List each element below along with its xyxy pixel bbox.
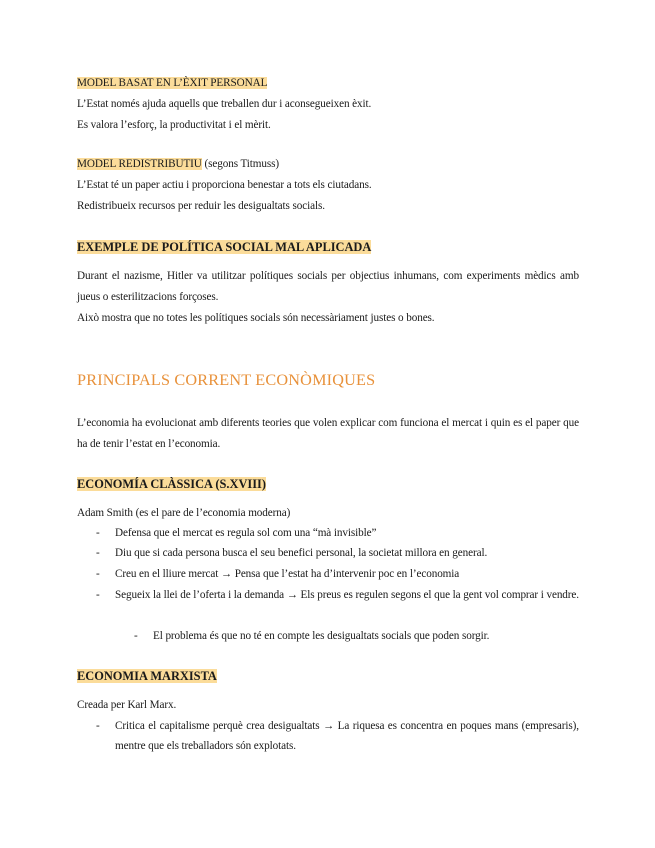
model-exit-line-2: Es valora l’esforç, la productivitat i el mèrit. [77, 119, 271, 131]
classica-sub-bullet-1-marker: - [134, 630, 138, 642]
exemple-heading [77, 239, 371, 255]
classica-heading [77, 476, 266, 492]
marxista-heading-text: ECONOMIA MARXISTA [77, 669, 217, 683]
marxista-intro: Creada per Karl Marx. [77, 699, 177, 711]
marxista-bullet-1-marker: - [96, 720, 100, 732]
classica-bullet-2-marker: - [96, 547, 100, 559]
classica-bullet-2: Diu que si cada persona busca el seu benefici personal, la societat millora en general. [115, 547, 488, 559]
model-redis-heading-suffix: (segons Titmuss) [201, 158, 280, 170]
model-redis-line-2: Redistribueix recursos per reduir les desigualtats socials. [77, 200, 325, 212]
classica-bullet-1: Defensa que el mercat es regula sol com una “mà invisible” [115, 527, 377, 539]
marxista-heading [77, 668, 217, 684]
classica-sub-bullet-1: El problema és que no té en compte les desigualtats socials que poden sorgir. [153, 630, 490, 642]
classica-bullet-3: Creu en el lliure mercat → Pensa que l’estat ha d’intervenir poc en l’economia [115, 568, 460, 580]
classica-bullet-4-marker: - [96, 589, 100, 601]
classica-intro: Adam Smith (es el pare de l’economia moderna) [77, 507, 291, 519]
model-redis-heading [77, 157, 279, 171]
corrents-title: PRINCIPALS CORRENT ECONÒMIQUES [77, 371, 376, 389]
exemple-heading-text: EXEMPLE DE POLÍTICA SOCIAL MAL APLICADA [77, 240, 372, 254]
exemple-paragraph-1: Durant el nazisme, Hitler va utilitzar polítiques socials per objectius inhumans, com experiments mèdics amb jueus o esterilitzacions forçoses. [77, 270, 579, 303]
corrents-intro: L’economia ha evolucionat amb diferents teories que volen explicar com funciona el mercat i quin es el paper que ha de tenir l’estat en l’economia. [77, 417, 579, 450]
classica-heading-text: ECONOMÍA CLÀSSICA (S.XVIII) [77, 477, 266, 491]
classica-bullet-1-marker: - [96, 527, 100, 539]
exemple-paragraph-2: Això mostra que no totes les polítiques socials són necessàriament justes o bones. [77, 312, 435, 324]
model-exit-heading-text: MODEL BASAT EN L’ÈXIT PERSONAL [77, 77, 268, 89]
marxista-bullet-1: Critica el capitalisme perquè crea desigualtats → La riquesa es concentra en poques mans (empresaris), mentre que els treballadors són explotats. [115, 720, 579, 752]
classica-bullet-4: Segueix la llei de l’oferta i la demanda → Els preus es regulen segons el que la gent vol comprar i vendre. [115, 589, 579, 601]
model-exit-line-1: L’Estat només ajuda aquells que treballen dur i aconsegueixen èxit. [77, 98, 372, 110]
model-redis-heading-text: MODEL REDISTRIBUTIU [77, 158, 202, 170]
model-redis-line-1: L’Estat té un paper actiu i proporciona benestar a tots els ciutadans. [77, 179, 372, 191]
classica-bullet-3-marker: - [96, 568, 100, 580]
model-exit-heading [77, 76, 267, 90]
